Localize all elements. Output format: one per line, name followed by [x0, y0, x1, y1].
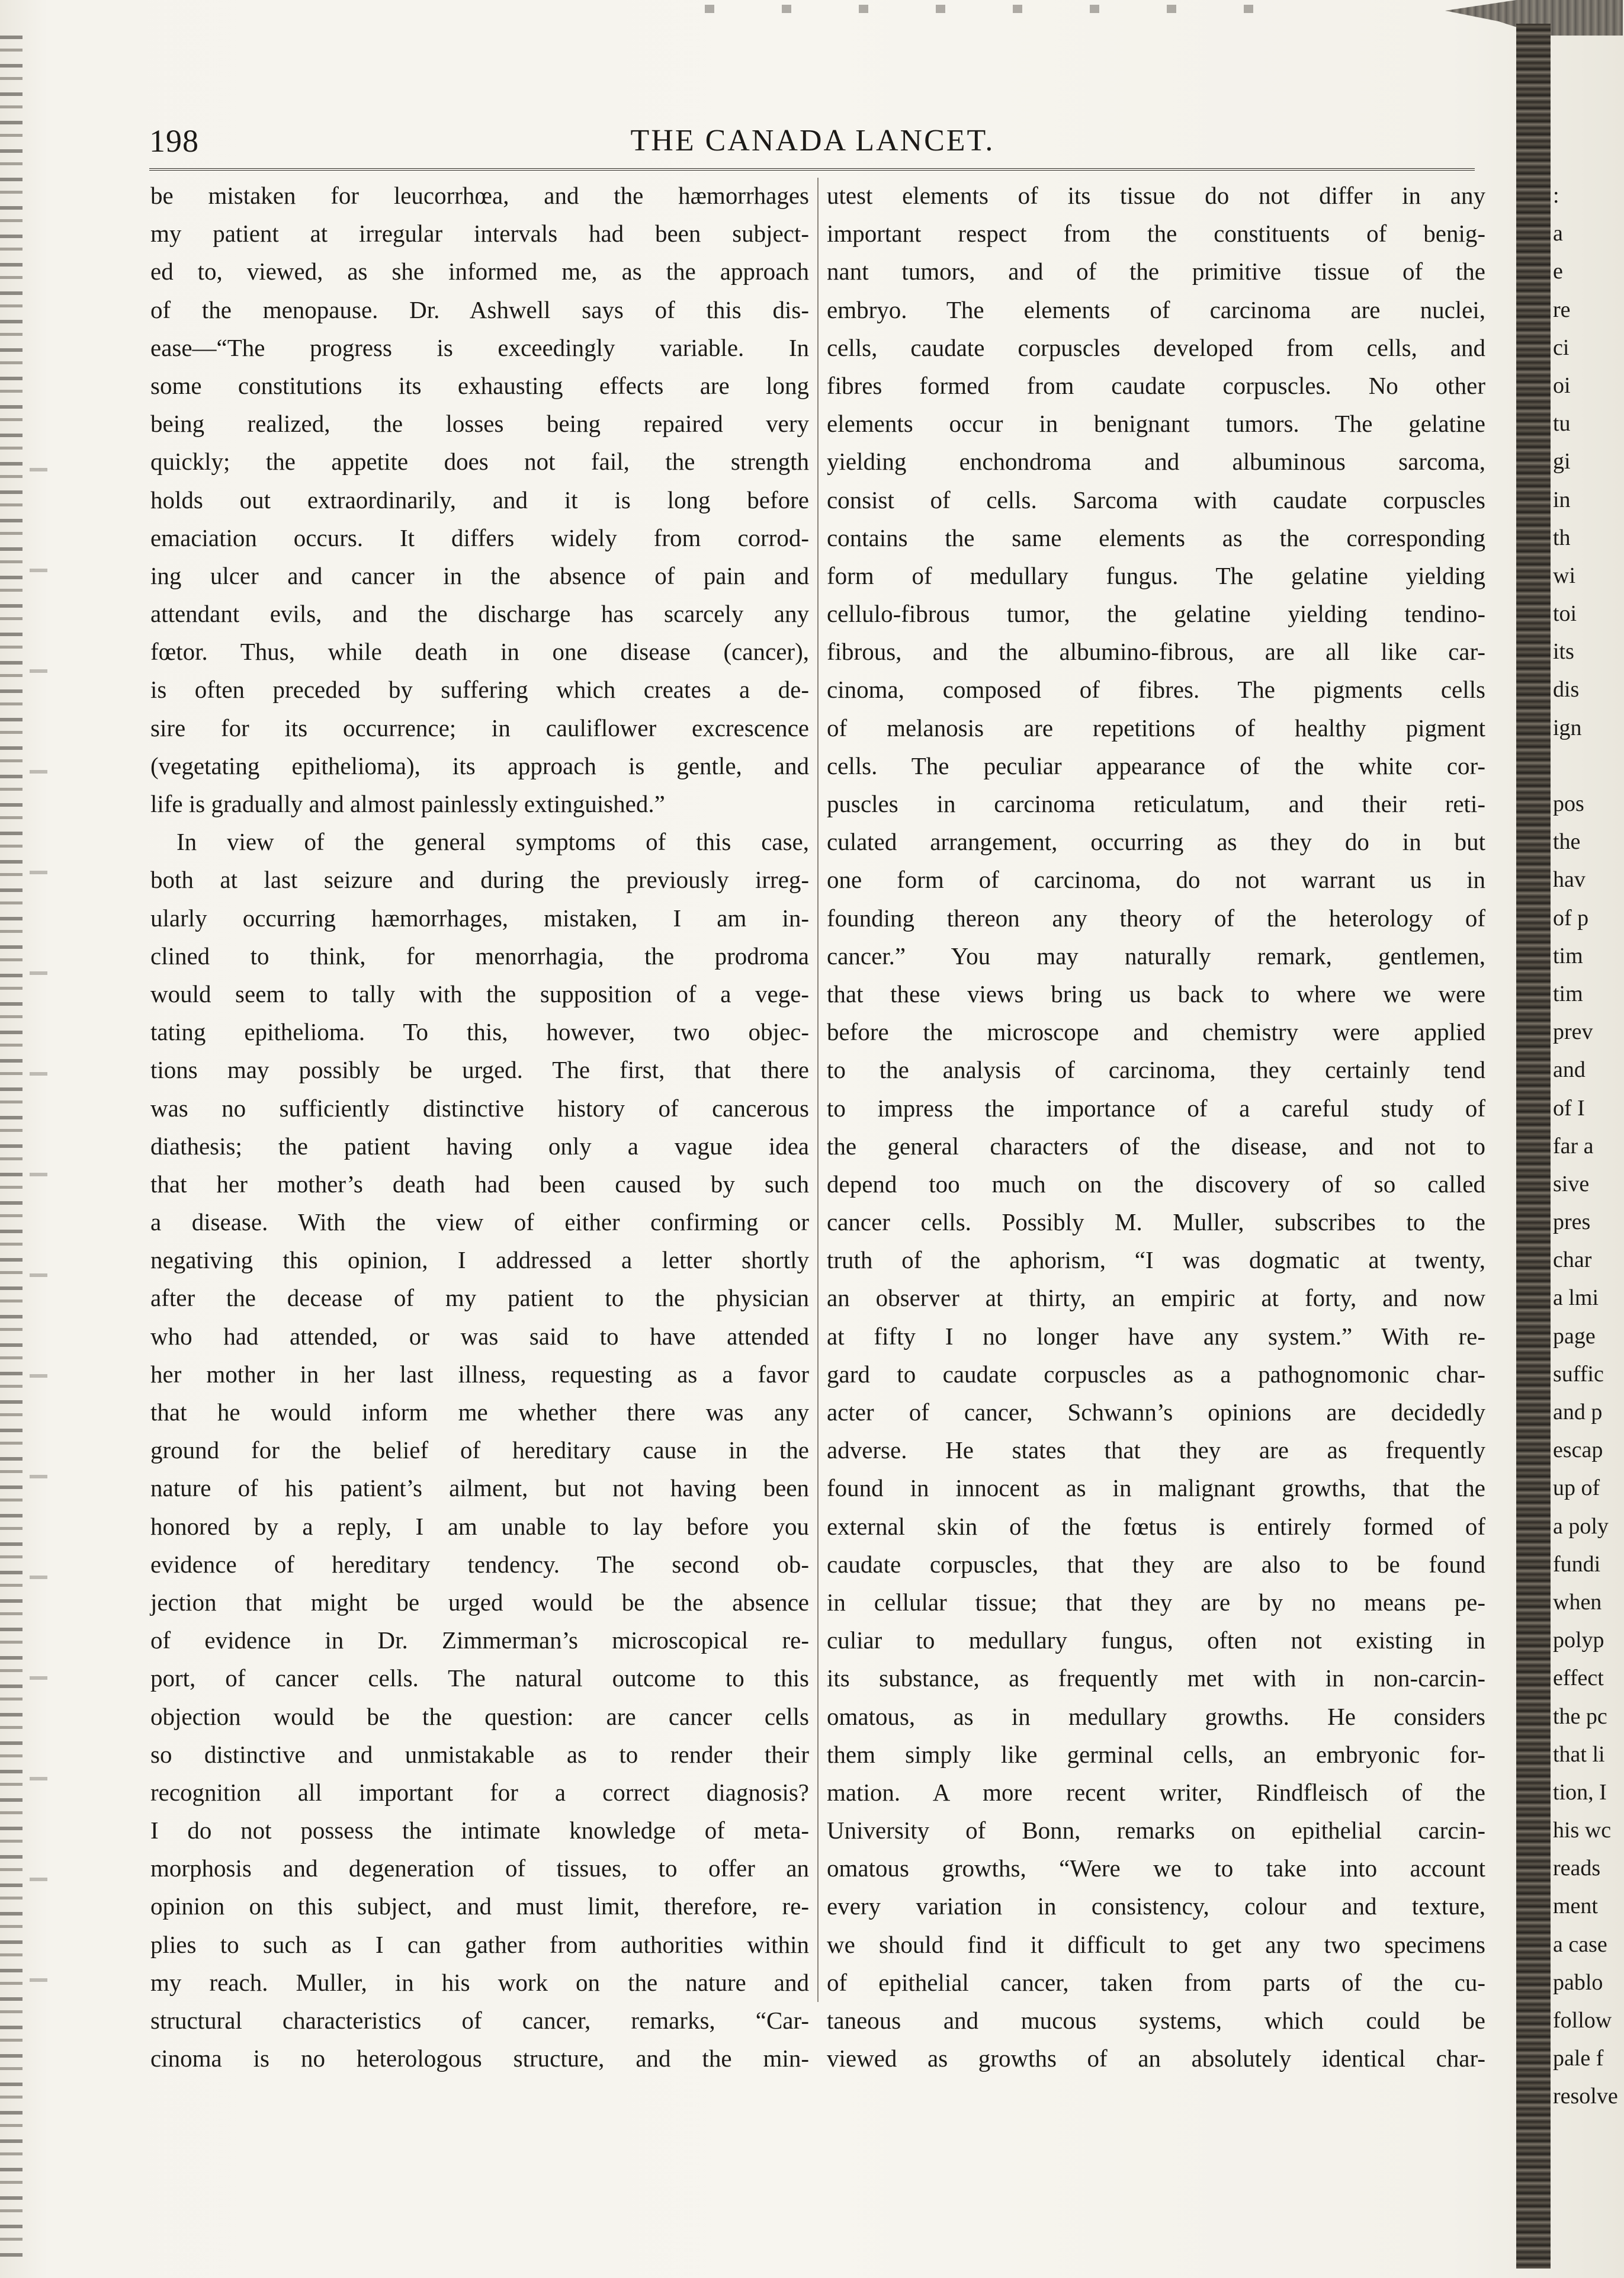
text-line: ed to, viewed, as she informed me, as the approach [150, 258, 809, 285]
text-line: the general characters of the disease, and not to [827, 1132, 1485, 1160]
text-line: cancer.” You may naturally remark, gentlemen, [827, 942, 1485, 970]
text-line: every variation in consistency, colour and texture, [827, 1892, 1485, 1920]
margin-fragment-line: effect [1553, 1666, 1604, 1691]
margin-fragment-line: up of [1553, 1475, 1600, 1501]
text-line: be mistaken for leucorrhœa, and the hæmorrhages [150, 182, 809, 209]
running-head: THE CANADA LANCET. [630, 124, 995, 158]
text-line: them simply like germinal cells, an embryonic for- [827, 1740, 1485, 1768]
text-line: form of medullary fungus. The gelatine yielding [827, 562, 1485, 589]
margin-fragment-line: th [1553, 525, 1571, 550]
text-line: diathesis; the patient having only a vague idea [150, 1132, 809, 1160]
text-line: founding thereon any theory of the heterology of [827, 904, 1485, 932]
page-number: 198 [149, 123, 199, 159]
text-line: In view of the general symptoms of this case, [176, 828, 809, 856]
scan-specks-left [30, 415, 47, 2073]
margin-fragment-line: pos [1553, 791, 1584, 816]
text-line: negativing this opinion, I addressed a letter shortly [150, 1246, 809, 1274]
text-line: acter of cancer, Schwann’s opinions are decidedly [827, 1398, 1485, 1426]
text-line: University of Bonn, remarks on epithelial carcin- [827, 1817, 1485, 1844]
binding-edge-left [0, 36, 23, 2263]
text-line: cells, caudate corpuscles developed from cells, and [827, 333, 1485, 361]
text-line: mation. A more recent writer, Rindfleisch of the [827, 1778, 1485, 1806]
text-line: life is gradually and almost painlessly extinguished.” [150, 790, 665, 817]
text-line: some constitutions its exhausting effects are long [150, 371, 809, 399]
text-line: elements occur in benignant tumors. The gelatine [827, 410, 1485, 438]
text-line: omatous growths, “Were we to take into account [827, 1855, 1485, 1882]
text-line: of the menopause. Dr. Ashwell says of this dis- [150, 296, 809, 323]
text-line: an observer at thirty, an empiric at forty, and now [827, 1284, 1485, 1312]
margin-fragment-line: wi [1553, 563, 1575, 588]
text-line: viewed as growths of an absolutely identical char- [827, 2045, 1485, 2072]
margin-fragment-line: e [1553, 259, 1563, 284]
margin-fragment-line: and p [1553, 1400, 1603, 1424]
text-line: structural characteristics of cancer, remarks, “Car- [150, 2007, 809, 2034]
text-line: ularly occurring hæmorrhages, mistaken, I am in- [150, 904, 809, 932]
margin-fragment-line: dis [1553, 677, 1580, 702]
margin-fragment-line: pale f [1553, 2046, 1604, 2071]
text-line: (vegetating epithelioma), its approach is gentle, and [150, 752, 809, 779]
margin-fragment-line: follow [1553, 2008, 1612, 2033]
right-column [827, 177, 1485, 2077]
scan-specks-top [681, 5, 1273, 13]
margin-fragment-line: a poly [1553, 1513, 1609, 1539]
margin-fragment-line: suffic [1553, 1361, 1604, 1387]
text-line: evidence of hereditary tendency. The second ob- [150, 1550, 809, 1578]
text-line: we should find it difficult to get any two specimens [827, 1930, 1485, 1958]
text-line: that these views bring us back to where we were [827, 980, 1485, 1008]
column-divider [817, 178, 819, 2002]
text-line: so distinctive and unmistakable as to render their [150, 1740, 809, 1768]
margin-fragment-line: hav [1553, 867, 1586, 893]
text-line: nature of his patient’s ailment, but not having been [150, 1474, 809, 1502]
text-line: puscles in carcinoma reticulatum, and their reti- [827, 790, 1485, 817]
margin-fragment-line: of I [1553, 1095, 1585, 1121]
margin-fragment-line: and [1553, 1057, 1586, 1083]
text-line: sire for its occurrence; in cauliflower excrescence [150, 714, 809, 742]
text-line: being realized, the losses being repaired very [150, 410, 809, 438]
text-line: plies to such as I can gather from authorities within [150, 1930, 809, 1958]
margin-fragment-line: tu [1553, 411, 1571, 437]
text-line: would seem to tally with the supposition of a vege- [150, 980, 809, 1008]
margin-fragment-line: pablo [1553, 1969, 1603, 1995]
text-line: holds out extraordinarily, and it is long before [150, 486, 809, 514]
text-line: jection that might be urged would be the absence [150, 1588, 809, 1616]
text-line: culated arrangement, occurring as they do in but [827, 828, 1485, 856]
page-header [149, 117, 1476, 171]
text-line: my patient at irregular intervals had been subject- [150, 220, 809, 248]
text-line: fœtor. Thus, while death in one disease (cancer), [150, 638, 809, 666]
text-line: cancer cells. Possibly M. Muller, subscribes to the [827, 1208, 1485, 1236]
left-column [150, 177, 809, 2077]
text-line: both at last seizure and during the previously irreg- [150, 866, 809, 894]
text-line: that he would inform me whether there was any [150, 1398, 809, 1426]
margin-fragment-line: fundi [1553, 1551, 1601, 1577]
margin-fragment-line: its [1553, 639, 1574, 665]
text-line: of epithelial cancer, taken from parts of the cu- [827, 1968, 1485, 1996]
text-line: honored by a reply, I am unable to lay before you [150, 1512, 809, 1540]
text-line: quickly; the appetite does not fail, the strength [150, 448, 809, 476]
margin-fragment-line: tim [1553, 981, 1583, 1006]
text-line: ground for the belief of hereditary cause in the [150, 1436, 809, 1464]
text-line: gard to caudate corpuscles as a pathognomonic char- [827, 1360, 1485, 1388]
margin-fragment-line: when [1553, 1589, 1602, 1615]
text-line: caudate corpuscles, that they are also to be found [827, 1550, 1485, 1578]
margin-fragment-line: far a [1553, 1133, 1594, 1159]
margin-fragment-line: re [1553, 297, 1571, 322]
margin-fragment-line: ign [1553, 715, 1582, 740]
text-line: consist of cells. Sarcoma with caudate corpuscles [827, 486, 1485, 514]
text-line: I do not possess the intimate knowledge of meta- [150, 1817, 809, 1844]
text-line: fibrous, and the albumino-fibrous, are all like car- [827, 638, 1485, 666]
text-line: contains the same elements as the corresponding [827, 524, 1485, 551]
margin-fragment-line: in [1553, 487, 1571, 512]
text-line: of evidence in Dr. Zimmerman’s microscopical re- [150, 1626, 809, 1654]
text-line: to impress the importance of a careful study of [827, 1094, 1485, 1122]
text-line: cells. The peculiar appearance of the white cor- [827, 752, 1485, 779]
text-line: a disease. With the view of either confirming or [150, 1208, 809, 1236]
binding-edge-right [1516, 24, 1551, 2269]
text-line: that her mother’s death had been caused by such [150, 1170, 809, 1198]
text-line: opinion on this subject, and must limit, therefore, re- [150, 1892, 809, 1920]
margin-fragment-line: page [1553, 1323, 1596, 1349]
text-line: omatous, as in medullary growths. He considers [827, 1702, 1485, 1730]
margin-fragment-line: the pc [1553, 1703, 1607, 1729]
margin-fragment-line: oi [1553, 373, 1571, 398]
text-line: to the analysis of carcinoma, they certainly tend [827, 1056, 1485, 1084]
text-line: objection would be the question: are cancer cells [150, 1702, 809, 1730]
margin-fragment-line: tion, I [1553, 1779, 1607, 1805]
text-line: cinoma is no heterologous structure, and the min- [150, 2045, 809, 2072]
margin-fragment-line: polyp [1553, 1628, 1604, 1653]
text-line: depend too much on the discovery of so called [827, 1170, 1485, 1198]
text-line: important respect from the constituents of benig- [827, 220, 1485, 248]
margin-fragment-line: escap [1553, 1438, 1603, 1463]
text-line: port, of cancer cells. The natural outcome to this [150, 1664, 809, 1692]
text-line: adverse. He states that they are as frequently [827, 1436, 1485, 1464]
text-line: is often preceded by suffering which creates a de- [150, 676, 809, 704]
text-line: ing ulcer and cancer in the absence of pain and [150, 562, 809, 589]
text-line: in cellular tissue; that they are by no means pe- [827, 1588, 1485, 1616]
margin-fragment-line: that li [1553, 1741, 1605, 1767]
header-rule [149, 168, 1475, 171]
margin-fragment-line: a lmi [1553, 1285, 1599, 1311]
margin-fragment-line: prev [1553, 1019, 1593, 1045]
text-line: embryo. The elements of carcinoma are nuclei, [827, 296, 1485, 323]
text-line: culiar to medullary fungus, often not existing in [827, 1626, 1485, 1654]
text-line: was no sufficiently distinctive history of cancerous [150, 1094, 809, 1122]
margin-fragment-line: resolve [1553, 2084, 1618, 2109]
text-line: before the microscope and chemistry were applied [827, 1018, 1485, 1046]
margin-fragment-line: pres [1553, 1209, 1591, 1235]
text-line: taneous and mucous systems, which could be [827, 2007, 1485, 2034]
margin-fragment-line: ci [1553, 335, 1570, 360]
text-line: its substance, as frequently met with in non-carcin- [827, 1664, 1485, 1692]
text-line: who had attended, or was said to have attended [150, 1322, 809, 1350]
text-line: recognition all important for a correct diagnosis? [150, 1778, 809, 1806]
text-line: truth of the aphorism, “I was dogmatic at twenty, [827, 1246, 1485, 1274]
margin-fragment-line: of p [1553, 905, 1589, 931]
text-line: after the decease of my patient to the physician [150, 1284, 809, 1312]
text-line: emaciation occurs. It differs widely from corrod- [150, 524, 809, 551]
text-line: attendant evils, and the discharge has scarcely any [150, 600, 809, 628]
text-line: my reach. Muller, in his work on the nature and [150, 1968, 809, 1996]
margin-fragment-line: : [1553, 183, 1559, 208]
margin-fragment-line: sive [1553, 1171, 1590, 1196]
next-page-fragment [1553, 177, 1618, 2116]
text-line: of melanosis are repetitions of healthy pigment [827, 714, 1485, 742]
margin-fragment-line: tim [1553, 943, 1583, 968]
text-line: found in innocent as in malignant growths, that the [827, 1474, 1485, 1502]
margin-fragment-line: a [1553, 221, 1563, 246]
margin-fragment-line: reads [1553, 1856, 1601, 1881]
text-line: cellulo-fibrous tumor, the gelatine yielding tendino- [827, 600, 1485, 628]
margin-fragment-line [1553, 747, 1606, 785]
text-line: at fifty I no longer have any system.” With re- [827, 1322, 1485, 1350]
text-line: external skin of the fœtus is entirely formed of [827, 1512, 1485, 1540]
margin-fragment-line: toi [1553, 601, 1577, 627]
text-line: nant tumors, and of the primitive tissue of the [827, 258, 1485, 285]
margin-fragment-line: the [1553, 829, 1581, 855]
text-line: tating epithelioma. To this, however, two objec- [150, 1018, 809, 1046]
text-line: one form of carcinoma, do not warrant us in [827, 866, 1485, 894]
margin-fragment-line: gi [1553, 449, 1571, 474]
margin-fragment-line: ment [1553, 1894, 1598, 1919]
text-line: cinoma, composed of fibres. The pigments cells [827, 676, 1485, 704]
text-line: yielding enchondroma and albuminous sarcoma, [827, 448, 1485, 476]
margin-fragment-line: char [1553, 1247, 1592, 1273]
text-line: clined to think, for menorrhagia, the prodroma [150, 942, 809, 970]
text-line: ease—“The progress is exceedingly variable. In [150, 333, 809, 361]
margin-fragment-line: a case [1553, 1932, 1607, 1957]
text-line: tions may possibly be urged. The first, that there [150, 1056, 809, 1084]
text-line: morphosis and degeneration of tissues, to offer an [150, 1855, 809, 1882]
margin-fragment-line: his wc [1553, 1818, 1612, 1843]
text-line: her mother in her last illness, requesting as a favor [150, 1360, 809, 1388]
text-line: fibres formed from caudate corpuscles. No other [827, 371, 1485, 399]
text-line: utest elements of its tissue do not differ in any [827, 182, 1485, 209]
